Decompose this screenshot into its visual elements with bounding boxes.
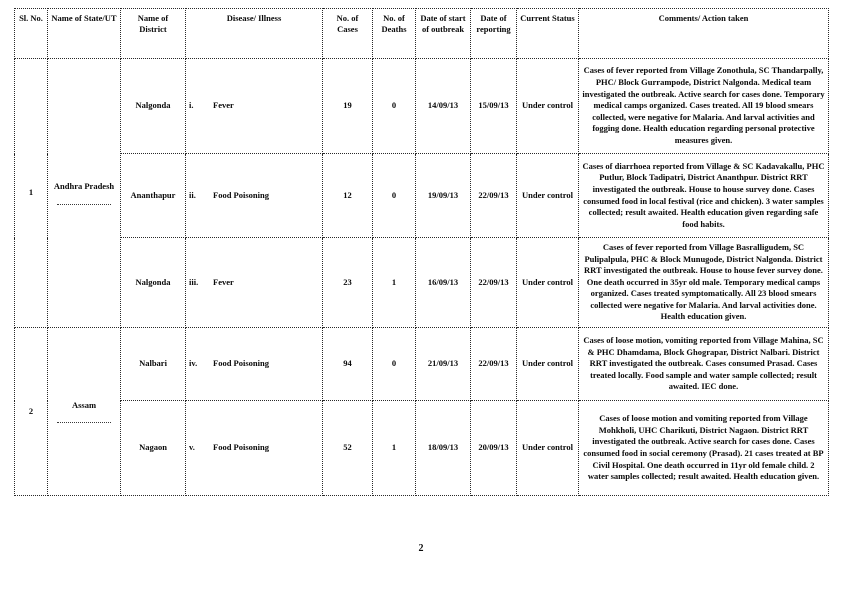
state-name: Assam [71, 399, 97, 410]
cell-start-date: 21/09/13 [416, 328, 471, 401]
cell-status: Under control [517, 59, 579, 154]
cell-reporting-date: 15/09/13 [471, 59, 517, 154]
cell-district: Nalgonda [121, 238, 186, 328]
cell-comments: Cases of diarrhoea reported from Village & SC Kadavakallu, PHC Putlur, Block Tadipatri, District Ananthpur. District RRT investigated the outbreak. House to house survey done. Cases consumed food in local festival (rice and chicken). 3 water samples collected; result awaited. Health education given regarding safe food habits. [579, 154, 829, 238]
header-reporting-date: Date of reporting [471, 9, 517, 59]
dotted-underline [57, 421, 111, 423]
cell-disease [186, 328, 323, 401]
header-start-date: Date of start of outbreak [416, 9, 471, 59]
cell-start-date: 19/09/13 [416, 154, 471, 238]
header-district: Name of District [121, 9, 186, 59]
header-disease: Disease/ Illness [186, 9, 323, 59]
cell-disease [186, 401, 323, 496]
cell-deaths: 1 [373, 401, 416, 496]
disease-name: Food Poisoning [213, 189, 269, 200]
header-sl-no: Sl. No. [15, 9, 48, 59]
cell-cases: 52 [323, 401, 373, 496]
disease-name: Food Poisoning [213, 442, 269, 453]
cell-district: Nalgonda [121, 59, 186, 154]
cell-cases: 23 [323, 238, 373, 328]
cell-status: Under control [517, 238, 579, 328]
cell-sl-no: 2 [15, 328, 48, 496]
disease-number: iv. [189, 358, 198, 369]
header-cases: No. of Cases [323, 9, 373, 59]
cell-start-date: 16/09/13 [416, 238, 471, 328]
cell-reporting-date: 22/09/13 [471, 154, 517, 238]
cell-state [48, 328, 121, 496]
cell-disease [186, 59, 323, 154]
header-comments: Comments/ Action taken [579, 9, 829, 59]
cell-cases: 94 [323, 328, 373, 401]
cell-comments: Cases of fever reported from Village Zonothula, SC Thandarpally, PHC/ Block Gurrampode, District Nalgonda. Medical team investigated the outbreak. Active search for cases done. Temporary medical camps organized. Cases treated. All 19 blood smears collected, were negative for Malaria. And larval activities and fogging done. Health education regarding personal protective measures given. [579, 59, 829, 154]
cell-comments: Cases of loose motion and vomiting reported from Village Mohkholi, UHC Charikuti, District Nagaon. District RRT investigated the outbreak. Active search for cases done. Cases consumed food in social ceremony (Prasad). 21 cases treated at BP Civil Hospital. One death occurred in 11yr old female child. 2 water samples collected; result awaited. Health education given. [579, 401, 829, 496]
cell-district: Ananthapur [121, 154, 186, 238]
table-row [15, 401, 829, 496]
header-status: Current Status [517, 9, 579, 59]
cell-disease [186, 154, 323, 238]
cell-deaths: 0 [373, 328, 416, 401]
disease-number: iii. [189, 276, 199, 287]
cell-disease [186, 238, 323, 328]
cell-deaths: 1 [373, 238, 416, 328]
table-row [15, 328, 829, 401]
cell-district: Nagaon [121, 401, 186, 496]
table-row [15, 59, 829, 154]
cell-district: Nalbari [121, 328, 186, 401]
cell-comments: Cases of fever reported from Village Basralligudem, SC Pulipalpula, PHC & Block Munugode, District Nalgonda. District RRT investigated the outbreak. House to house fever survey done. One death occurred in 35yr old male. Temporary medical camps organized. Cases treated symptomatically. All 23 blood smears collected were negative for Malaria. And larval activities done. Health education given. [579, 238, 829, 328]
cell-comments: Cases of loose motion, vomiting reported from Village Mahina, SC & PHC Dhamdama, Block Ghograpar, District Nalbari. District RRT investigated the outbreak. Cases consumed Prasad. Cases treated locally. Food sample and water sample collected; result awaited. IEC done. [579, 328, 829, 401]
cell-state [48, 59, 121, 328]
disease-name: Food Poisoning [213, 358, 269, 369]
table-row [15, 238, 829, 328]
disease-number: ii. [189, 189, 196, 200]
table-header-row [15, 9, 829, 59]
cell-sl-no: 1 [15, 59, 48, 328]
state-name: Andhra Pradesh [53, 181, 115, 192]
disease-number: v. [189, 442, 195, 453]
cell-start-date: 14/09/13 [416, 59, 471, 154]
disease-name: Fever [213, 276, 234, 287]
cell-reporting-date: 22/09/13 [471, 238, 517, 328]
header-deaths: No. of Deaths [373, 9, 416, 59]
disease-name: Fever [213, 100, 234, 111]
page-number: 2 [418, 543, 424, 554]
disease-number: i. [189, 100, 194, 111]
cell-status: Under control [517, 401, 579, 496]
cell-cases: 19 [323, 59, 373, 154]
cell-deaths: 0 [373, 154, 416, 238]
cell-reporting-date: 20/09/13 [471, 401, 517, 496]
header-state: Name of State/UT [48, 9, 121, 59]
cell-start-date: 18/09/13 [416, 401, 471, 496]
cell-status: Under control [517, 154, 579, 238]
table-row [15, 154, 829, 238]
cell-cases: 12 [323, 154, 373, 238]
cell-status: Under control [517, 328, 579, 401]
cell-reporting-date: 22/09/13 [471, 328, 517, 401]
outbreak-report-table [14, 8, 829, 496]
cell-deaths: 0 [373, 59, 416, 154]
dotted-underline [57, 203, 111, 205]
